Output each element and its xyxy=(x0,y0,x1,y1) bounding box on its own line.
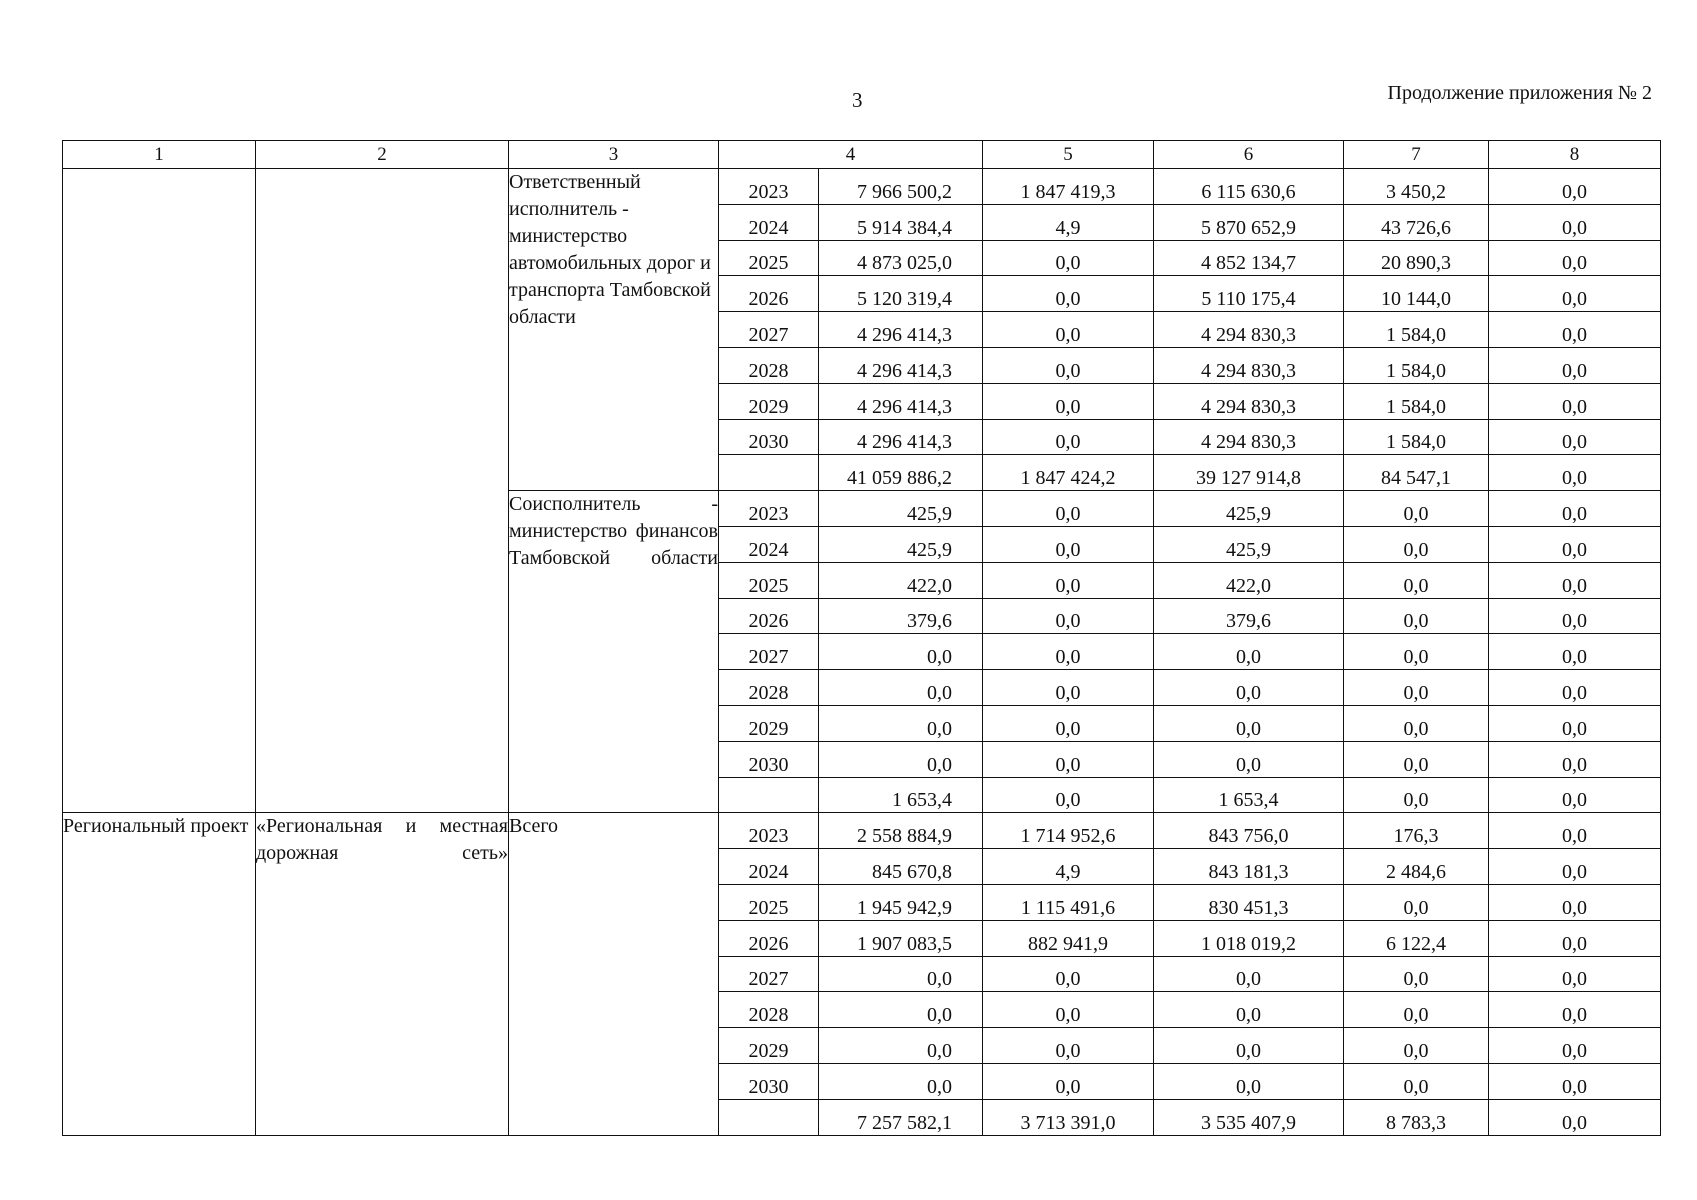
col5-cell: 0,0 xyxy=(983,491,1154,527)
year-cell: 2024 xyxy=(719,204,819,240)
col5-cell: 0,0 xyxy=(983,956,1154,992)
col5-cell: 0,0 xyxy=(983,705,1154,741)
total-cell: 4 873 025,0 xyxy=(819,240,983,276)
col5-cell: 4,9 xyxy=(983,849,1154,885)
col8-cell: 0,0 xyxy=(1489,562,1661,598)
col7-cell: 8 783,3 xyxy=(1344,1099,1489,1135)
col7-cell: 43 726,6 xyxy=(1344,204,1489,240)
year-cell: 2023 xyxy=(719,169,819,205)
col8-cell: 0,0 xyxy=(1489,491,1661,527)
col7-cell: 0,0 xyxy=(1344,598,1489,634)
col7-cell: 0,0 xyxy=(1344,741,1489,777)
total-cell: 0,0 xyxy=(819,992,983,1028)
col8-cell: 0,0 xyxy=(1489,884,1661,920)
program-name-cell: «Региональная и местная дорожная сеть» xyxy=(256,813,509,1135)
col8-cell: 0,0 xyxy=(1489,741,1661,777)
total-cell: 425,9 xyxy=(819,491,983,527)
col5-cell: 0,0 xyxy=(983,419,1154,455)
col5-cell: 1 847 424,2 xyxy=(983,455,1154,491)
column-header: 7 xyxy=(1344,141,1489,169)
col6-cell: 5 870 652,9 xyxy=(1154,204,1344,240)
year-cell: 2023 xyxy=(719,813,819,849)
col8-cell: 0,0 xyxy=(1489,777,1661,813)
total-cell: 0,0 xyxy=(819,741,983,777)
col6-cell: 3 535 407,9 xyxy=(1154,1099,1344,1135)
col8-cell: 0,0 xyxy=(1489,598,1661,634)
col8-cell: 0,0 xyxy=(1489,1099,1661,1135)
total-cell: 4 296 414,3 xyxy=(819,383,983,419)
col5-cell: 0,0 xyxy=(983,992,1154,1028)
col8-cell: 0,0 xyxy=(1489,347,1661,383)
year-cell: 2028 xyxy=(719,992,819,1028)
col5-cell: 0,0 xyxy=(983,670,1154,706)
total-cell: 0,0 xyxy=(819,1063,983,1099)
page-number: 3 xyxy=(852,88,863,112)
col5-cell: 0,0 xyxy=(983,240,1154,276)
col8-cell: 0,0 xyxy=(1489,240,1661,276)
column-number-row xyxy=(63,141,1661,169)
col6-cell: 1 653,4 xyxy=(1154,777,1344,813)
total-cell: 1 945 942,9 xyxy=(819,884,983,920)
col8-cell: 0,0 xyxy=(1489,204,1661,240)
year-cell: 2024 xyxy=(719,849,819,885)
year-cell: 2027 xyxy=(719,634,819,670)
col6-cell: 0,0 xyxy=(1154,1028,1344,1064)
funding-table xyxy=(62,140,1661,1136)
col5-cell: 4,9 xyxy=(983,204,1154,240)
year-cell: 2024 xyxy=(719,526,819,562)
col5-cell: 0,0 xyxy=(983,1028,1154,1064)
col8-cell: 0,0 xyxy=(1489,1028,1661,1064)
executor-cell: Всего xyxy=(509,813,719,1135)
col7-cell: 1 584,0 xyxy=(1344,312,1489,348)
col7-cell: 1 584,0 xyxy=(1344,383,1489,419)
total-cell: 1 653,4 xyxy=(819,777,983,813)
col8-cell: 0,0 xyxy=(1489,526,1661,562)
col6-cell: 843 181,3 xyxy=(1154,849,1344,885)
table-row xyxy=(63,169,1661,205)
col7-cell: 20 890,3 xyxy=(1344,240,1489,276)
total-cell: 7 966 500,2 xyxy=(819,169,983,205)
col1-cell xyxy=(63,169,256,813)
column-header: 1 xyxy=(63,141,256,169)
year-cell: 2026 xyxy=(719,276,819,312)
col7-cell: 1 584,0 xyxy=(1344,347,1489,383)
col6-cell: 422,0 xyxy=(1154,562,1344,598)
col6-cell: 6 115 630,6 xyxy=(1154,169,1344,205)
total-cell: 4 296 414,3 xyxy=(819,347,983,383)
col7-cell: 0,0 xyxy=(1344,634,1489,670)
col6-cell: 0,0 xyxy=(1154,634,1344,670)
col6-cell: 0,0 xyxy=(1154,992,1344,1028)
col8-cell: 0,0 xyxy=(1489,312,1661,348)
col5-cell: 882 941,9 xyxy=(983,920,1154,956)
executor-cell: Ответственный исполнитель - министерство автомобильных дорог и транспорта Тамбовской области xyxy=(509,169,719,491)
col6-cell: 0,0 xyxy=(1154,741,1344,777)
col7-cell: 0,0 xyxy=(1344,992,1489,1028)
year-cell xyxy=(719,1099,819,1135)
col8-cell: 0,0 xyxy=(1489,169,1661,205)
col5-cell: 0,0 xyxy=(983,347,1154,383)
col8-cell: 0,0 xyxy=(1489,920,1661,956)
col7-cell: 176,3 xyxy=(1344,813,1489,849)
year-cell: 2029 xyxy=(719,383,819,419)
total-cell: 422,0 xyxy=(819,562,983,598)
total-cell: 5 914 384,4 xyxy=(819,204,983,240)
col6-cell: 4 294 830,3 xyxy=(1154,419,1344,455)
col7-cell: 0,0 xyxy=(1344,670,1489,706)
total-cell: 7 257 582,1 xyxy=(819,1099,983,1135)
col7-cell: 10 144,0 xyxy=(1344,276,1489,312)
col8-cell: 0,0 xyxy=(1489,634,1661,670)
program-type-cell: Региональный проект xyxy=(63,813,256,1135)
col5-cell: 0,0 xyxy=(983,562,1154,598)
appendix-continuation-note: Продолжение приложения № 2 xyxy=(1387,82,1652,104)
col8-cell: 0,0 xyxy=(1489,670,1661,706)
year-cell: 2029 xyxy=(719,705,819,741)
year-cell: 2025 xyxy=(719,240,819,276)
col6-cell: 0,0 xyxy=(1154,956,1344,992)
col5-cell: 0,0 xyxy=(983,1063,1154,1099)
column-header: 5 xyxy=(983,141,1154,169)
col7-cell: 0,0 xyxy=(1344,491,1489,527)
col7-cell: 0,0 xyxy=(1344,526,1489,562)
col6-cell: 4 294 830,3 xyxy=(1154,312,1344,348)
col6-cell: 830 451,3 xyxy=(1154,884,1344,920)
year-cell: 2023 xyxy=(719,491,819,527)
col8-cell: 0,0 xyxy=(1489,992,1661,1028)
year-cell: 2030 xyxy=(719,741,819,777)
total-cell: 5 120 319,4 xyxy=(819,276,983,312)
total-cell: 2 558 884,9 xyxy=(819,813,983,849)
total-cell: 4 296 414,3 xyxy=(819,312,983,348)
col7-cell: 0,0 xyxy=(1344,562,1489,598)
total-cell: 425,9 xyxy=(819,526,983,562)
total-cell: 41 059 886,2 xyxy=(819,455,983,491)
year-cell: 2028 xyxy=(719,670,819,706)
col7-cell: 0,0 xyxy=(1344,705,1489,741)
year-cell: 2029 xyxy=(719,1028,819,1064)
col6-cell: 1 018 019,2 xyxy=(1154,920,1344,956)
column-header: 4 xyxy=(719,141,983,169)
col6-cell: 425,9 xyxy=(1154,526,1344,562)
year-cell: 2026 xyxy=(719,598,819,634)
total-cell: 0,0 xyxy=(819,634,983,670)
year-cell: 2030 xyxy=(719,1063,819,1099)
col6-cell: 0,0 xyxy=(1154,1063,1344,1099)
col8-cell: 0,0 xyxy=(1489,705,1661,741)
col7-cell: 2 484,6 xyxy=(1344,849,1489,885)
col5-cell: 0,0 xyxy=(983,526,1154,562)
year-cell xyxy=(719,777,819,813)
col7-cell: 1 584,0 xyxy=(1344,419,1489,455)
executor-cell: Соисполнитель - министерство финансов Тамбовской области xyxy=(509,491,719,813)
year-cell: 2025 xyxy=(719,562,819,598)
total-cell: 1 907 083,5 xyxy=(819,920,983,956)
year-cell: 2030 xyxy=(719,419,819,455)
col2-cell xyxy=(256,169,509,813)
col7-cell: 0,0 xyxy=(1344,1063,1489,1099)
col5-cell: 0,0 xyxy=(983,383,1154,419)
table-row xyxy=(63,813,1661,849)
column-header: 3 xyxy=(509,141,719,169)
col6-cell: 0,0 xyxy=(1154,670,1344,706)
total-cell: 845 670,8 xyxy=(819,849,983,885)
col5-cell: 0,0 xyxy=(983,634,1154,670)
col8-cell: 0,0 xyxy=(1489,1063,1661,1099)
year-cell: 2028 xyxy=(719,347,819,383)
col5-cell: 0,0 xyxy=(983,598,1154,634)
column-header: 2 xyxy=(256,141,509,169)
total-cell: 379,6 xyxy=(819,598,983,634)
col6-cell: 379,6 xyxy=(1154,598,1344,634)
total-cell: 4 296 414,3 xyxy=(819,419,983,455)
col6-cell: 4 294 830,3 xyxy=(1154,383,1344,419)
col5-cell: 3 713 391,0 xyxy=(983,1099,1154,1135)
year-cell xyxy=(719,455,819,491)
total-cell: 0,0 xyxy=(819,670,983,706)
col7-cell: 0,0 xyxy=(1344,956,1489,992)
col8-cell: 0,0 xyxy=(1489,383,1661,419)
year-cell: 2027 xyxy=(719,312,819,348)
col6-cell: 5 110 175,4 xyxy=(1154,276,1344,312)
col7-cell: 0,0 xyxy=(1344,777,1489,813)
col5-cell: 0,0 xyxy=(983,312,1154,348)
total-cell: 0,0 xyxy=(819,705,983,741)
col6-cell: 4 294 830,3 xyxy=(1154,347,1344,383)
col7-cell: 6 122,4 xyxy=(1344,920,1489,956)
col7-cell: 84 547,1 xyxy=(1344,455,1489,491)
col7-cell: 3 450,2 xyxy=(1344,169,1489,205)
col8-cell: 0,0 xyxy=(1489,455,1661,491)
col5-cell: 0,0 xyxy=(983,777,1154,813)
col6-cell: 4 852 134,7 xyxy=(1154,240,1344,276)
col8-cell: 0,0 xyxy=(1489,956,1661,992)
col7-cell: 0,0 xyxy=(1344,884,1489,920)
col7-cell: 0,0 xyxy=(1344,1028,1489,1064)
col5-cell: 0,0 xyxy=(983,741,1154,777)
col5-cell: 1 714 952,6 xyxy=(983,813,1154,849)
column-header: 8 xyxy=(1489,141,1661,169)
col6-cell: 39 127 914,8 xyxy=(1154,455,1344,491)
col6-cell: 0,0 xyxy=(1154,705,1344,741)
col5-cell: 0,0 xyxy=(983,276,1154,312)
year-cell: 2027 xyxy=(719,956,819,992)
col8-cell: 0,0 xyxy=(1489,813,1661,849)
col6-cell: 843 756,0 xyxy=(1154,813,1344,849)
year-cell: 2026 xyxy=(719,920,819,956)
col5-cell: 1 847 419,3 xyxy=(983,169,1154,205)
col5-cell: 1 115 491,6 xyxy=(983,884,1154,920)
col8-cell: 0,0 xyxy=(1489,849,1661,885)
year-cell: 2025 xyxy=(719,884,819,920)
total-cell: 0,0 xyxy=(819,1028,983,1064)
total-cell: 0,0 xyxy=(819,956,983,992)
col8-cell: 0,0 xyxy=(1489,419,1661,455)
col8-cell: 0,0 xyxy=(1489,276,1661,312)
column-header: 6 xyxy=(1154,141,1344,169)
col6-cell: 425,9 xyxy=(1154,491,1344,527)
